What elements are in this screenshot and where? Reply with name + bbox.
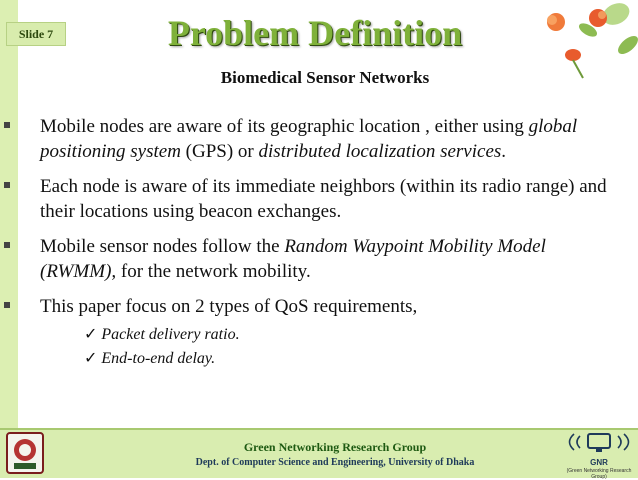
bullet-list [4,114,624,381]
bullet-item-qos [4,294,624,371]
square-bullet-icon [4,182,10,188]
checkmark-icon: ✓ [84,326,98,343]
bullet-item-location [4,114,624,164]
square-bullet-icon [4,242,10,248]
slide-number-label: Slide 7 [6,22,66,46]
bullet-item-neighbors [4,174,624,224]
checkmark-icon: ✓ [84,350,98,367]
bullet-italic-text: global positioning system [40,116,578,162]
slide-subtitle: Biomedical Sensor Networks [220,68,430,87]
university-logo-icon [6,432,44,474]
bullet-text: Mobile nodes are aware of its geographic location , either using [40,116,529,137]
bullet-text: . [501,141,507,162]
footer-department: Dept. of Computer Science and Engineering, University of Dhaka [195,457,475,468]
bullet-text: (GPS) or [180,141,259,162]
footer-divider [0,428,638,430]
footer-group-name: Green Networking Research Group [243,440,427,454]
flowers-decoration-icon [528,0,638,80]
slide-title: Problem Definition [167,13,463,53]
bullet-italic-text: distributed localization services [258,141,502,162]
bullet-italic-text: Random Waypoint Mobility Model (RWMM), [40,236,546,282]
square-bullet-icon [4,302,10,308]
sub-list-item: ✓ Packet delivery ratio. [84,326,240,343]
bullet-text: for the network mobility. [116,261,311,282]
square-bullet-icon [4,122,10,128]
bullet-text: Mobile sensor nodes follow the [40,236,285,257]
qos-sub-list [84,323,624,371]
gnr-logo-subtitle: (Green Networking Research Group) [566,468,632,480]
bullet-text: Each node is aware of its immediate neighbors (within its radio range) and their locations using beacon exchanges. [40,176,607,222]
gnr-logo-label: GNR [590,458,608,467]
sub-list-item: ✓ End-to-end delay. [84,350,216,367]
bullet-item-mobility [4,234,624,284]
bullet-text: This paper focus on 2 types of QoS requirements, [40,296,418,317]
